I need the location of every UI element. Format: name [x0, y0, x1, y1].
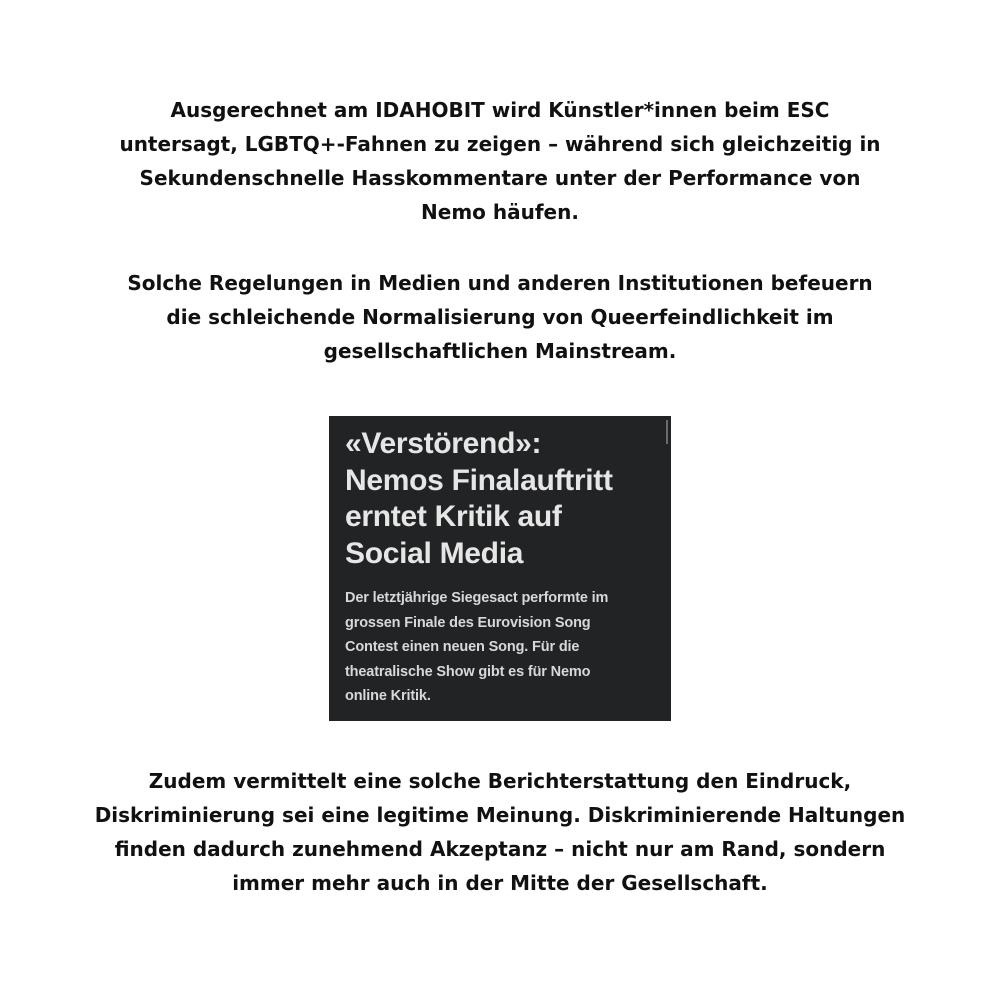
news-headline: «Verstörend»: Nemos Finalauftritt erntet Kritik auf Social Media [345, 427, 613, 570]
scrollbar-indicator [666, 420, 668, 444]
intro-paragraph-esc-flags: Ausgerechnet am IDAHOBIT wird Künstler*innen beim ESC untersagt, LGBTQ+-Fahnen zu zeigen – während sich gleichzeitig in Sekundenschnelle Hasskommentare unter der Performance von Nemo häufen. [119, 98, 881, 224]
outro-paragraph-acceptance: Zudem vermittelt eine solche Berichterstattung den Eindruck, Diskriminierung sei eine legitime Meinung. Diskriminierende Haltungen finden dadurch zunehmend Akzeptanz – nicht nur am Rand, sondern immer mehr auch in der Mitte der Gesellschaft. [94, 769, 906, 895]
intro-paragraph-normalization: Solche Regelungen in Medien und anderen Institutionen befeuern die schleichende Normalisierung von Queerfeindlichkeit im gesellschaftlichen Mainstream. [127, 271, 873, 363]
news-article-screenshot [329, 416, 671, 721]
news-lead-text: Der letztjährige Siegesact performte im grossen Finale des Eurovision Song Contest einen neuen Song. Für die theatralische Show gibt es für Nemo online Kritik. [345, 590, 609, 704]
